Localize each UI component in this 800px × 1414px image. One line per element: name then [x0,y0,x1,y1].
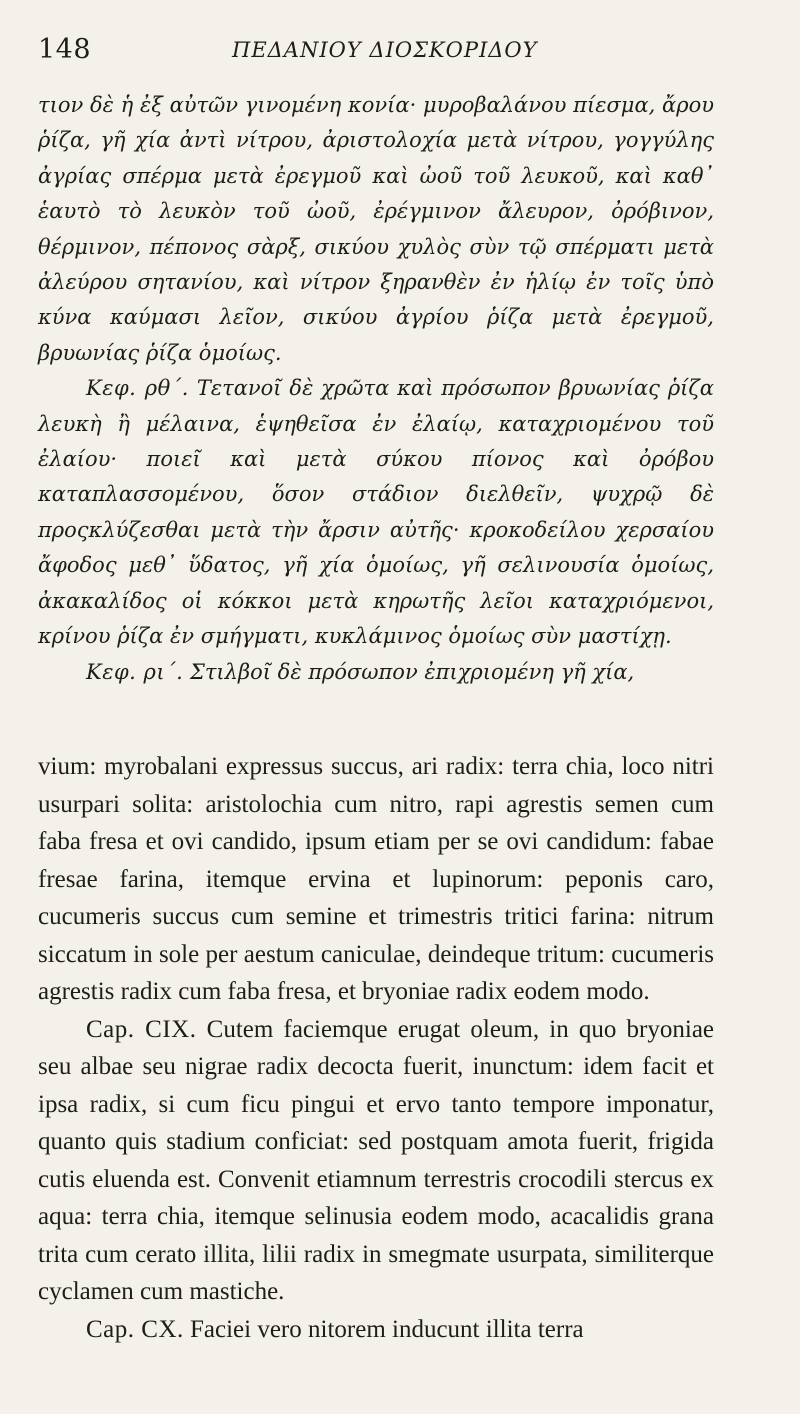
running-title: ΠΕΔΑΝΙΟΥ ΔΙΟΣΚΟΡΙΔΟΥ [232,38,538,62]
latin-text [38,748,714,1348]
page-number: 148 [38,34,92,65]
chapter-heading: Cap. CIX. [86,1015,197,1043]
latin-paragraph [38,1311,714,1349]
book-page [38,28,714,1388]
paragraph-text: Τετανοῖ δὲ χρῶτα καὶ πρόσωπον βρυωνίας ῥίζα λευκὴ ἢ μέλαινα, ἑψηθεῖσα ἐν ἐλαίῳ, καταχριομένου τοῦ ἐλαίου· ποιεῖ καὶ μετὰ σύκου πίονος καὶ ὀρόβου καταπλασσομένου, ὅσον στάδιον διελθεῖν, ψυχρῷ δὲ προςκλύζεσθαι μετὰ τὴν ἄρσιν αὐτῆς· κροκοδείλου χερσαίου ἄφοδος μεθ᾽ ὕδατος, γῆ χία ὁμοίως, γῆ σελινουσία ὁμοίως, ἀκακαλίδος οἱ κόκκοι μετὰ κηρωτῆς λεῖοι καταχριόμενοι, κρίνου ῥίζα ἐν σμήγματι, κυκλάμινος ὁμοίως σὺν μαστίχῃ. [38,376,714,649]
chapter-heading: Cap. CX. [86,1315,184,1343]
greek-paragraph: τιον δὲ ἡ ἐξ αὐτῶν γινομένη κονία· μυροβαλάνου πίεσμα, ἄρου ῥίζα, γῆ χία ἀντὶ νίτρου, ἀριστολοχία μετὰ νίτρου, γογγύλης ἀγρίας σπέρμα μετὰ ἐρεγμοῦ καὶ ὠοῦ τοῦ λευκοῦ, καὶ καθ᾽ ἑαυτὸ τὸ λευκὸν τοῦ ὠοῦ, ἐρέγμινον ἄλευρον, ὀρόβινον, θέρμινον, πέπονος σὰρξ, σικύου χυλὸς σὺν τῷ σπέρματι μετὰ ἀλεύρου σητανίου, καὶ νίτρον ξηρανθὲν ἐν ἡλίῳ ἐν τοῖς ὑπὸ κύνα καύμασι λεῖον, σικύου ἀγρίου ῥίζα μετὰ ἐρεγμοῦ, βρυωνίας ῥίζα ὁμοίως. [38,93,714,365]
chapter-heading: Κεφ. ρι΄. [86,659,184,684]
greek-paragraph [38,655,714,690]
paragraph-text: Στιλβοῖ δὲ πρόσωπον ἐπιχριομένη γῆ χία, [189,659,635,684]
chapter-heading: Κεφ. ρθ΄. [86,376,189,401]
latin-paragraph: vium: myrobalani expressus succus, ari radix: terra chia, loco nitri usurpari solita: aristolochia cum nitro, rapi agrestis semen cum faba fresa et ovi candido, ipsum etiam per se ovi candidum: fabae fresae farina, itemque ervina et lupinorum: peponis caro, cucumeris succus cum semine et trimestris tritici farina: nitrum siccatum in sole per aestum caniculae, deindeque tritum: cucumeris agrestis radix cum faba fresa, et bryoniae radix eodem modo. [38,753,714,1005]
latin-paragraph [38,1011,714,1311]
paragraph-text: Cutem faciemque erugat oleum, in quo bryoniae seu albae seu nigrae radix decocta fuerit, inunctum: idem facit et ipsa radix, si cum ficu pingui et ervo tanto tempore imponatur, quanto quis stadium conficiat: sed postquam amota fuerit, frigida cutis eluenda est. Convenit etiamnum terrestris crocodili stercus ex aqua: terra chia, itemque selinusia eodem modo, acacalidis grana trita cum cerato illita, lilii radix in smegmate usurpata, similiterque cyclamen cum mastiche. [38,1015,715,1305]
greek-paragraph [38,371,714,654]
paragraph-text: Faciei vero nitorem inducunt illita terra [190,1315,584,1343]
running-head [38,28,714,74]
greek-text [38,88,714,690]
